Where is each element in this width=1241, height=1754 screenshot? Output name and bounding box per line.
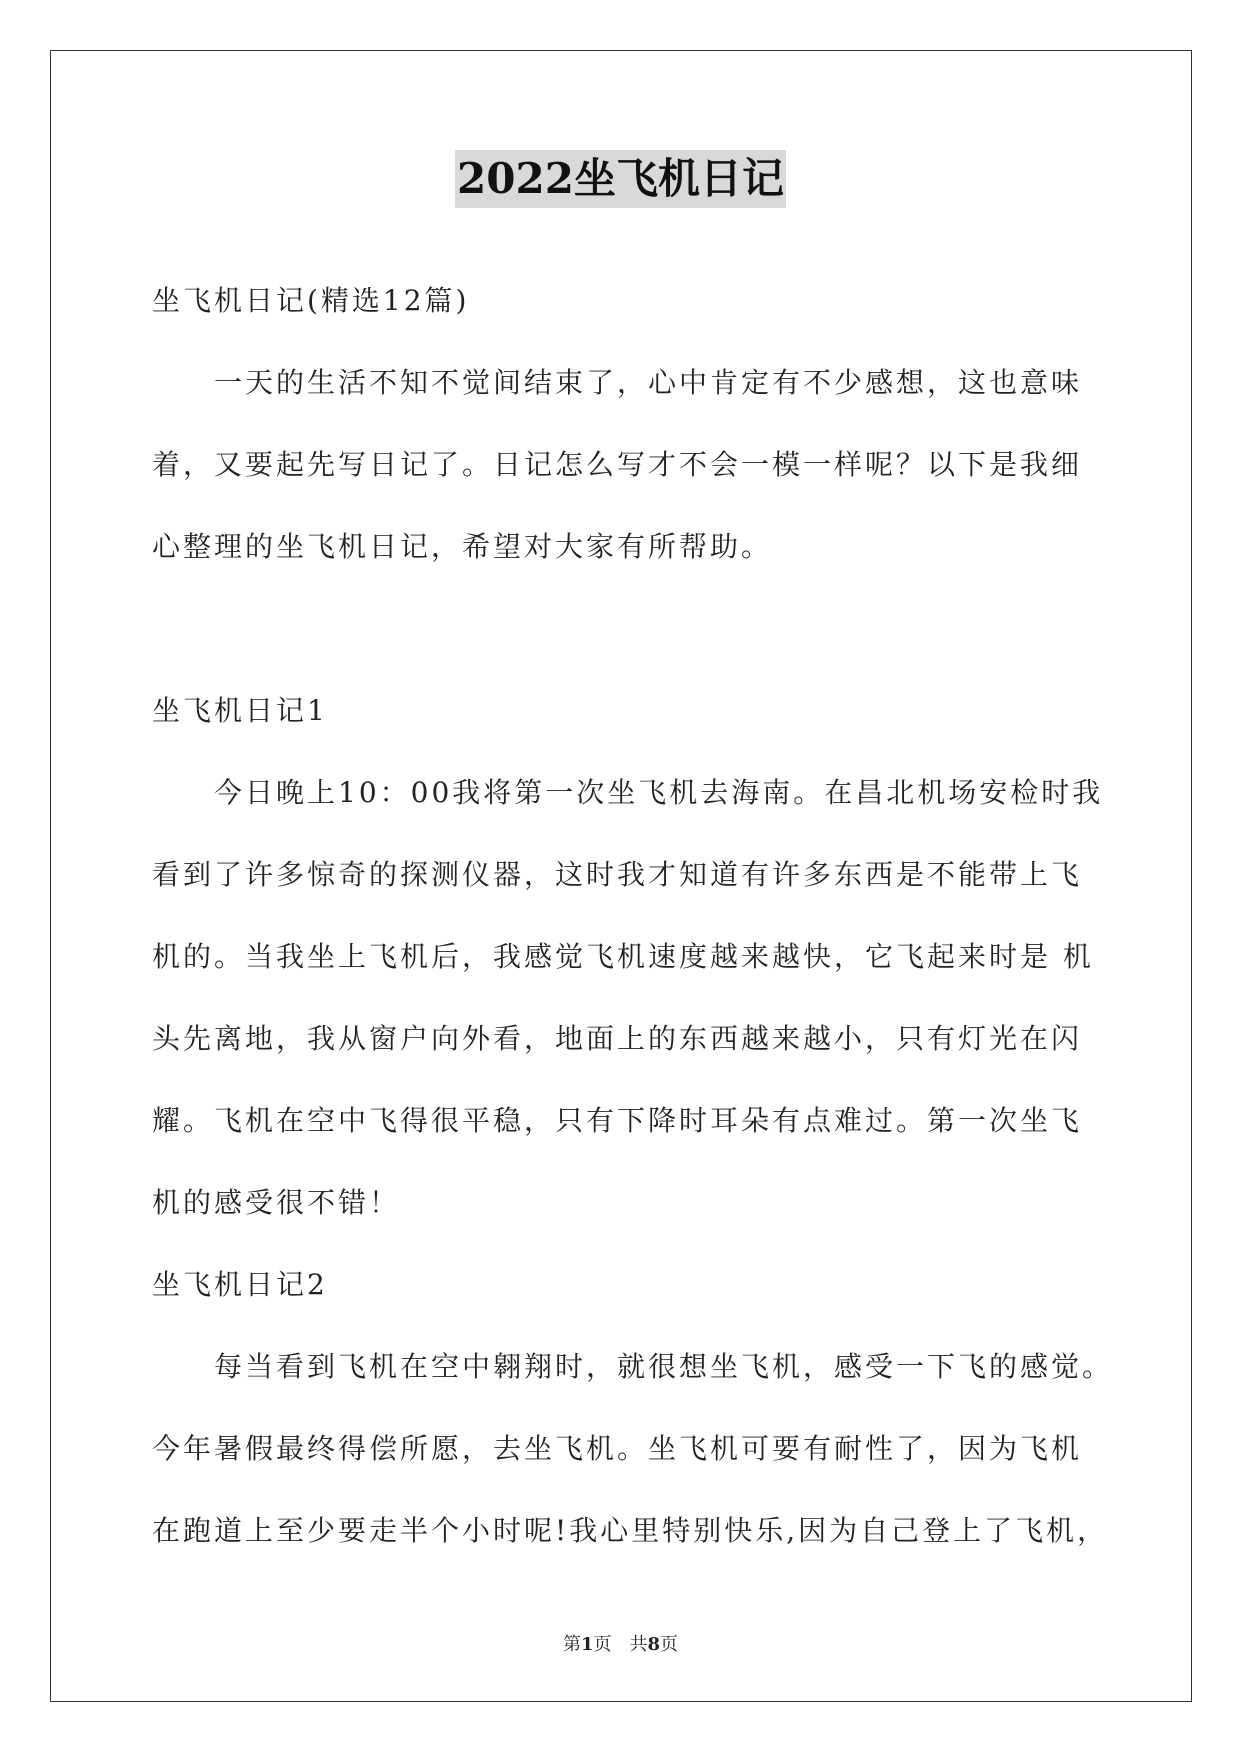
text-line: 坐飞机日记1 <box>152 694 328 727</box>
title-container <box>0 150 1241 208</box>
paragraph-gap <box>152 588 1092 670</box>
text-line: 今年暑假最终得偿所愿，去坐飞机。坐飞机可要有耐性了，因为飞机 <box>152 1432 1083 1465</box>
text-line: 坐飞机日记2 <box>152 1268 328 1301</box>
text-line: 坐飞机日记(精选12篇) <box>152 284 470 317</box>
page-footer <box>0 1630 1241 1656</box>
footer-suffix: 页 <box>660 1634 679 1655</box>
text-line: 机的。当我坐上飞机后，我感觉飞机速度越来越快，它飞起来时是 机 <box>152 940 1094 973</box>
text-line: 一天的生活不知不觉间结束了，心中肯定有不少感想，这也意味 <box>214 366 1083 399</box>
text-line: 心整理的坐飞机日记，希望对大家有所帮助。 <box>152 530 773 563</box>
text-line: 耀。飞机在空中飞得很平稳，只有下降时耳朵有点难过。第一次坐飞 <box>152 1104 1083 1137</box>
text-line: 看到了许多惊奇的探测仪器，这时我才知道有许多东西是不能带上飞 <box>152 858 1083 891</box>
document-title: 2022坐飞机日记 <box>455 150 786 208</box>
footer-mid: 页 共 <box>593 1634 648 1655</box>
text-line: 着，又要起先写日记了。日记怎么写才不会一模一样呢？以下是我细 <box>152 448 1083 481</box>
text-line: 在跑道上至少要走半个小时呢!我心里特别快乐,因为自己登上了飞机， <box>152 1514 1109 1547</box>
text-line: 机的感受很不错！ <box>152 1186 401 1219</box>
text-line: 头先离地，我从窗户向外看，地面上的东西越来越小，只有灯光在闪 <box>152 1022 1083 1055</box>
footer-total-pages: 8 <box>647 1634 661 1655</box>
text-line: 每当看到飞机在空中翱翔时，就很想坐飞机，感受一下飞的感觉。 <box>214 1350 1114 1383</box>
document-body <box>152 260 1114 1572</box>
footer-current-page: 1 <box>580 1634 594 1655</box>
text-line: 今日晚上10：00我将第一次坐飞机去海南。在昌北机场安检时我 <box>214 776 1104 809</box>
footer-prefix: 第 <box>562 1634 581 1655</box>
